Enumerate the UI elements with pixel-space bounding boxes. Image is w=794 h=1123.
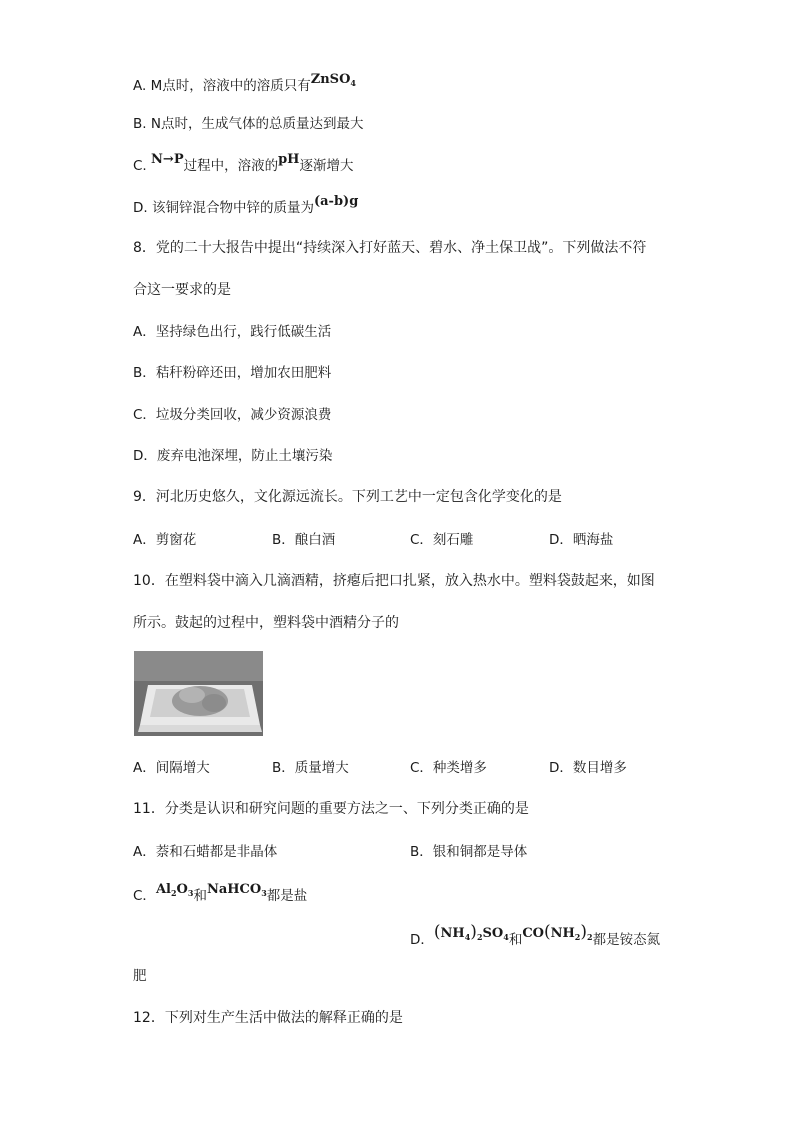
q8-stem-line2: 合这一要求的是 — [133, 282, 231, 298]
q11-option-d-wrap: 肥 — [133, 968, 147, 984]
q7-option-c: C. N→P过程中，溶液的pH逐渐增大 — [133, 152, 354, 174]
formula-nh4-2-so4: $(NH_4)_2SO_4$ — [433, 922, 509, 942]
q8-stem-line1: 8．党的二十大报告中提出“持续深入打好蓝天、碧水、净土保卫战”。下列做法不符 — [133, 240, 647, 256]
q8-option-b: B．秸秆粉碎还田，增加农田肥料 — [133, 365, 332, 381]
formula-nahco3: NaHCO$_3$ — [206, 882, 267, 898]
q10-stem-line1: 10．在塑料袋中滴入几滴酒精，挤瘪后把口扎紧，放入热水中。塑料袋鼓起来，如图 — [133, 573, 655, 589]
q11-option-c: C．$Al_2O_3$和NaHCO$_3$都是盐 — [133, 882, 308, 904]
q11-stem: 11．分类是认识和研究问题的重要方法之一、下列分类正确的是 — [133, 801, 529, 817]
q8-option-c: C．垃圾分类回收，减少资源浪费 — [133, 407, 332, 423]
formula-co-nh2-2: $CO(NH_2)_2$ — [522, 922, 593, 942]
q12-stem: 12．下列对生产生活中做法的解释正确的是 — [133, 1010, 403, 1026]
q10-option-c: C．种类增多 — [410, 760, 487, 776]
q8-option-a: A．坚持绿色出行，践行低碳生活 — [133, 324, 332, 340]
q9-option-d: D．晒海盐 — [549, 532, 614, 548]
q10-option-d: D．数目增多 — [549, 760, 627, 776]
formula-znso4: ZnSO$_4$ — [310, 72, 356, 88]
q9-option-c: C．刻石雕 — [410, 532, 474, 548]
q10-option-b: B．质量增大 — [272, 760, 349, 776]
formula-n-to-p: N→P — [151, 152, 184, 167]
plastic-bag-in-hot-water-photo — [134, 651, 263, 736]
q9-option-a: A．剪窗花 — [133, 532, 197, 548]
formula-al2o3: $Al_2O_3$ — [155, 882, 194, 898]
q7-option-b: B. N点时，生成气体的总质量达到最大 — [133, 116, 364, 132]
formula-ph: pH — [278, 152, 300, 167]
formula-a-minus-b-g: (a-b)g — [313, 194, 359, 209]
q11-option-d: D．$(NH_4)_2SO_4$和$CO(NH_2)_2$都是铵态氮 — [410, 922, 661, 948]
tray-with-bag-illustration — [134, 651, 263, 736]
q7-option-a: A. M点时，溶液中的溶质只有ZnSO$_4$ — [133, 72, 356, 94]
q9-option-b: B．酿白酒 — [272, 532, 336, 548]
q8-option-d: D．废弃电池深埋，防止土壤污染 — [133, 448, 333, 464]
q11-option-b: B．银和铜都是导体 — [410, 844, 528, 860]
q10-stem-line2: 所示。鼓起的过程中，塑料袋中酒精分子的 — [133, 615, 399, 631]
q10-option-a: A．间隔增大 — [133, 760, 210, 776]
q9-stem: 9．河北历史悠久，文化源远流长。下列工艺中一定包含化学变化的是 — [133, 489, 562, 505]
q11-option-a: A．萘和石蜡都是非晶体 — [133, 844, 278, 860]
q7-option-d: D. 该铜锌混合物中锌的质量为(a-b)g — [133, 194, 359, 216]
